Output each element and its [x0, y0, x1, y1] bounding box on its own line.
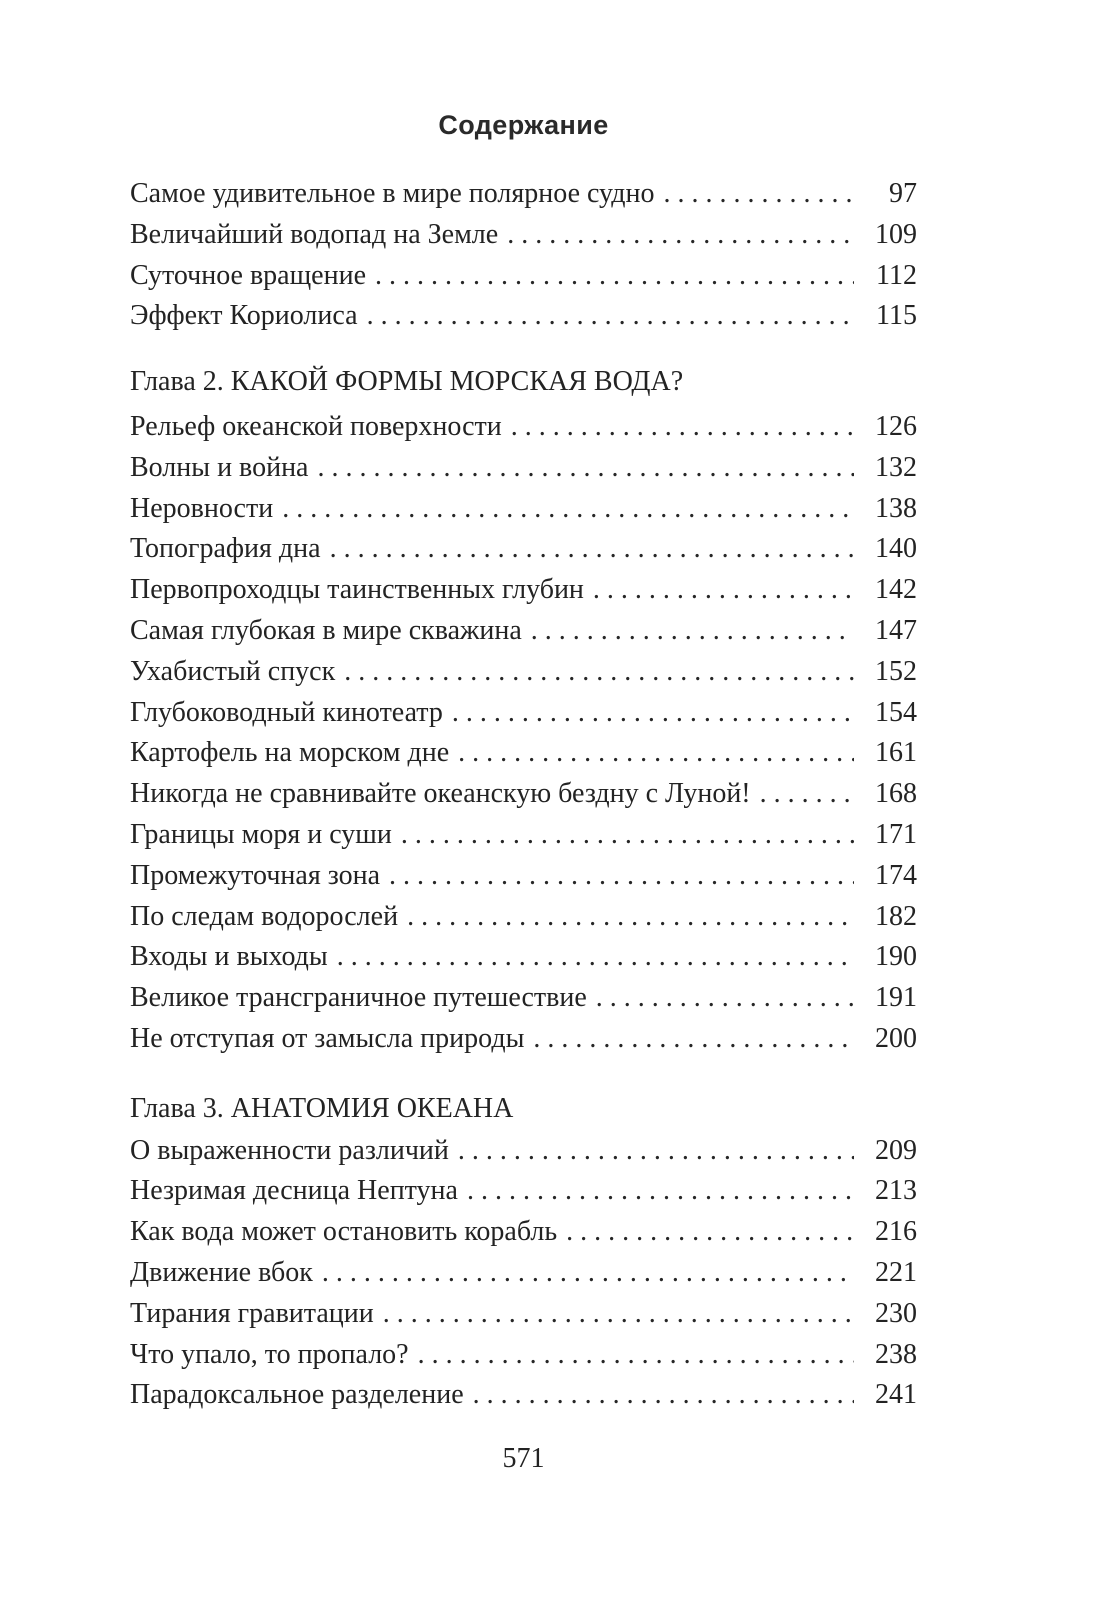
- entry-title: Незримая десница Нептуна: [130, 1175, 458, 1207]
- entry-title: Движение вбок: [130, 1256, 313, 1288]
- section-rows: [130, 1131, 917, 1417]
- entry-title: Топография дна: [130, 533, 321, 565]
- dot-leader: [367, 296, 854, 337]
- toc-entry: [130, 897, 917, 938]
- toc-entry: [130, 1019, 917, 1060]
- toc-entry: [130, 815, 917, 856]
- dot-leader: [566, 1212, 854, 1253]
- toc-entry: [130, 448, 917, 489]
- dot-leader: [473, 1375, 854, 1416]
- toc-entry: [130, 1212, 917, 1253]
- dot-leader: [322, 1253, 854, 1294]
- toc-entry: [130, 978, 917, 1019]
- dot-leader: [531, 611, 854, 652]
- dot-leader: [533, 1019, 854, 1060]
- entry-page-number: 168: [875, 778, 917, 810]
- toc-entry: [130, 611, 917, 652]
- entry-page-number: 154: [875, 696, 917, 728]
- toc-entry: [130, 1335, 917, 1376]
- entry-page-number: 174: [875, 859, 917, 891]
- entry-page-number: 221: [875, 1256, 917, 1288]
- toc-entry: [130, 529, 917, 570]
- dot-leader: [401, 815, 854, 856]
- toc-entry: [130, 296, 917, 337]
- toc-entry: [130, 1131, 917, 1172]
- dot-leader: [337, 937, 854, 978]
- toc-sections: [130, 174, 917, 1416]
- toc-entry: [130, 937, 917, 978]
- entry-page-number: 115: [876, 300, 917, 332]
- entry-page-number: 161: [875, 737, 917, 769]
- dot-leader: [458, 1131, 854, 1172]
- entry-page-number: 190: [875, 941, 917, 973]
- entry-title: Ухабистый спуск: [130, 655, 336, 687]
- entry-title: Волны и война: [130, 451, 309, 483]
- section-heading: Глава 3. АНАТОМИЯ ОКЕАНА: [130, 1092, 514, 1124]
- entry-title: Глубоководный кинотеатр: [130, 696, 443, 728]
- toc-entry: [130, 1171, 917, 1212]
- dot-leader: [383, 1294, 854, 1335]
- entry-page-number: 241: [875, 1379, 917, 1411]
- dot-leader: [760, 774, 854, 815]
- entry-title: Как вода может остановить корабль: [130, 1216, 558, 1248]
- entry-page-number: 238: [875, 1338, 917, 1370]
- dot-leader: [511, 407, 854, 448]
- entry-title: Не отступая от замысла природы: [130, 1022, 525, 1054]
- entry-title: Тирания гравитации: [130, 1297, 374, 1329]
- dot-leader: [593, 570, 854, 611]
- dot-leader: [389, 856, 854, 897]
- entry-title: Границы моря и суши: [130, 818, 392, 850]
- entry-title: Суточное вращение: [130, 259, 366, 291]
- toc-section: [130, 362, 917, 1060]
- dot-leader: [407, 897, 854, 938]
- dot-leader: [375, 256, 854, 297]
- toc-section: [130, 1089, 917, 1416]
- entry-title: Самое удивительное в мире полярное судно: [130, 178, 655, 209]
- entry-page-number: 213: [875, 1175, 917, 1207]
- entry-page-number: 152: [875, 655, 917, 687]
- entry-page-number: 147: [875, 614, 917, 646]
- dot-leader: [596, 978, 854, 1019]
- page-title: Содержание: [438, 110, 609, 140]
- toc-entry: [130, 774, 917, 815]
- entry-title: По следам водорослей: [130, 900, 399, 932]
- entry-page-number: 112: [876, 259, 917, 291]
- toc-entry: [130, 652, 917, 693]
- entry-title: Эффект Кориолиса: [130, 300, 358, 332]
- dot-leader: [344, 652, 854, 693]
- toc-entry: [130, 570, 917, 611]
- entry-title: Первопроходцы таинственных глубин: [130, 574, 584, 606]
- dot-leader: [418, 1335, 854, 1376]
- entry-page-number: 109: [875, 218, 917, 250]
- entry-title: Величайший водопад на Земле: [130, 218, 499, 250]
- entry-page-number: 171: [875, 818, 917, 850]
- entry-title: Неровности: [130, 492, 274, 524]
- toc-entry: [130, 1294, 917, 1335]
- entry-page-number: 140: [875, 533, 917, 565]
- entry-title: Картофель на морском дне: [130, 737, 450, 769]
- entry-title: Рельеф океанской поверхности: [130, 410, 502, 442]
- entry-page-number: 132: [875, 451, 917, 483]
- entry-title: Никогда не сравнивайте океанскую бездну с Луной!: [130, 778, 751, 810]
- entry-page-number: 230: [875, 1297, 917, 1329]
- section-heading: Глава 2. КАКОЙ ФОРМЫ МОРСКАЯ ВОДА?: [130, 366, 684, 398]
- toc-entry: [130, 1375, 917, 1416]
- section-rows: [130, 407, 917, 1060]
- entry-title: Промежуточная зона: [130, 859, 381, 891]
- toc-entry: [130, 174, 917, 215]
- entry-title: Входы и выходы: [130, 941, 328, 973]
- entry-page-number: 142: [875, 574, 917, 606]
- entry-title: Парадоксальное разделение: [130, 1379, 464, 1411]
- entry-page-number: 138: [875, 492, 917, 524]
- entry-page-number: 97: [889, 178, 917, 209]
- dot-leader: [664, 174, 854, 215]
- entry-page-number: 126: [875, 410, 917, 442]
- toc-entry: [130, 256, 917, 297]
- dot-leader: [330, 529, 854, 570]
- section-rows: [130, 174, 917, 337]
- dot-leader: [282, 489, 854, 530]
- toc-section: [130, 174, 917, 337]
- toc-content: [130, 0, 917, 1479]
- entry-page-number: 200: [875, 1022, 917, 1054]
- toc-entry: [130, 407, 917, 448]
- footer-page-number: 571: [502, 1443, 545, 1475]
- dot-leader: [458, 733, 854, 774]
- entry-title: Что упало, то пропало?: [130, 1338, 409, 1370]
- toc-entry: [130, 489, 917, 530]
- entry-page-number: 191: [875, 982, 917, 1014]
- entry-page-number: 209: [875, 1134, 917, 1166]
- toc-entry: [130, 1253, 917, 1294]
- toc-entry: [130, 733, 917, 774]
- dot-leader: [507, 215, 854, 256]
- dot-leader: [452, 693, 854, 734]
- dot-leader: [467, 1171, 854, 1212]
- toc-entry: [130, 693, 917, 734]
- entry-title: О выраженности различий: [130, 1134, 449, 1166]
- toc-entry: [130, 215, 917, 256]
- toc-entry: [130, 856, 917, 897]
- entry-title: Великое трансграничное путешествие: [130, 982, 587, 1014]
- dot-leader: [318, 448, 855, 489]
- entry-page-number: 182: [875, 900, 917, 932]
- entry-page-number: 216: [875, 1216, 917, 1248]
- entry-title: Самая глубокая в мире скважина: [130, 614, 522, 646]
